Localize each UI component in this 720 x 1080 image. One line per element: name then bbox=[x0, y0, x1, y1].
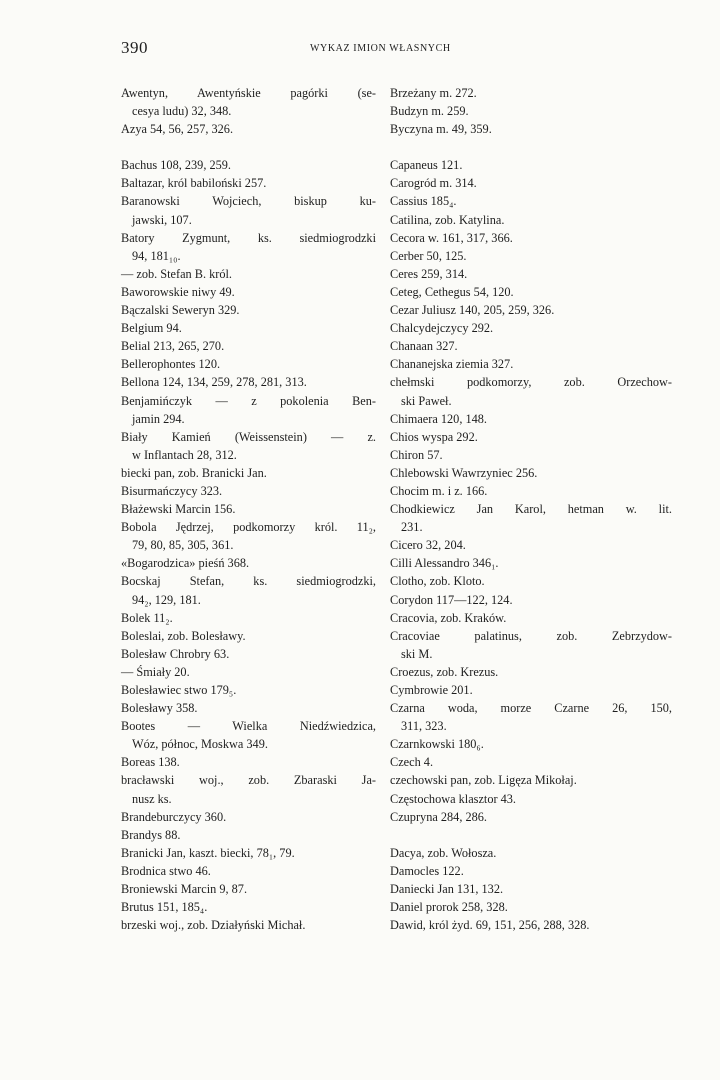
index-entry-line: Boleslai, zob. Bolesławy. bbox=[121, 628, 246, 643]
index-entry-line: Carogród m. 314. bbox=[390, 176, 477, 191]
index-entry bbox=[390, 192, 672, 210]
index-entry bbox=[390, 844, 672, 862]
index-entry-line: Chiron 57. bbox=[390, 447, 443, 462]
index-entry-line: Awentyn, Awentyńskie pagórki (se- bbox=[121, 86, 376, 100]
index-entry bbox=[390, 446, 672, 464]
index-entry-line: Biały Kamień (Weissenstein) — z. bbox=[121, 429, 376, 444]
index-entry-line: Chlebowski Wawrzyniec 256. bbox=[390, 465, 538, 480]
index-entry-line: Czarna woda, morze Czarne 26, 150, bbox=[390, 701, 672, 716]
index-entry-line: Branicki Jan, kaszt. biecki, 78₁, 79. bbox=[121, 845, 295, 860]
index-entry bbox=[121, 717, 376, 753]
index-entry-line: «Bogarodzica» pieśń 368. bbox=[121, 556, 250, 571]
index-entry bbox=[390, 699, 672, 735]
index-entry bbox=[121, 464, 376, 482]
index-entry-line: Cymbrowie 201. bbox=[390, 683, 473, 697]
index-entry-line: Baranowski Wojciech, biskup ku- bbox=[121, 194, 376, 209]
index-entry bbox=[390, 211, 672, 229]
index-entry-line: Belgium 94. bbox=[121, 321, 182, 336]
index-entry-line: Bączalski Seweryn 329. bbox=[121, 303, 240, 318]
index-entry-continuation: Wóz, północ, Moskwa 349. bbox=[132, 737, 268, 752]
index-entry bbox=[390, 319, 672, 337]
index-entry-line: Brzeżany m. 272. bbox=[390, 86, 477, 100]
index-entry-line: Ceres 259, 314. bbox=[390, 266, 468, 281]
index-entry bbox=[390, 536, 672, 554]
index-entry bbox=[121, 699, 376, 717]
letter-section-gap bbox=[390, 826, 672, 844]
index-entry-line: Dacya, zob. Wołosza. bbox=[390, 845, 497, 860]
index-entry bbox=[390, 735, 672, 753]
index-entry-line: Croezus, zob. Krezus. bbox=[390, 664, 499, 679]
index-entry-line: chełmski podkomorzy, zob. Orzechow- bbox=[390, 375, 672, 390]
index-entry bbox=[390, 790, 672, 808]
index-entry-line: Clotho, zob. Kloto. bbox=[390, 574, 485, 589]
index-entry-continuation: cesya ludu) 32, 348. bbox=[132, 104, 232, 119]
index-entry bbox=[390, 428, 672, 446]
index-entry-continuation: ski M. bbox=[401, 646, 433, 661]
index-entry bbox=[390, 916, 672, 934]
index-entry-line: Cerber 50, 125. bbox=[390, 248, 467, 263]
index-entry-line: Baltazar, król babiloński 257. bbox=[121, 176, 267, 191]
index-entry bbox=[390, 627, 672, 663]
index-entry-line: Bootes — Wielka Niedźwiedzica, bbox=[121, 719, 376, 734]
index-entry-continuation: ski Paweł. bbox=[401, 393, 452, 408]
index-entry-line: Bolesław Chrobry 63. bbox=[121, 646, 230, 661]
index-entry-line: — zob. Stefan B. król. bbox=[121, 266, 232, 281]
index-entry-line: Cezar Juliusz 140, 205, 259, 326. bbox=[390, 303, 555, 318]
index-entry bbox=[121, 663, 376, 681]
index-entry bbox=[121, 120, 376, 138]
index-entry bbox=[390, 84, 672, 102]
index-entry bbox=[121, 355, 376, 373]
index-entry bbox=[121, 826, 376, 844]
index-entry bbox=[390, 500, 672, 536]
index-entry-continuation: w Inflantach 28, 312. bbox=[132, 447, 237, 462]
index-entry-line: Cassius 185₄. bbox=[390, 194, 457, 209]
index-entry bbox=[390, 283, 672, 301]
index-entry bbox=[121, 808, 376, 826]
index-entry bbox=[121, 392, 376, 428]
index-entry bbox=[121, 319, 376, 337]
index-entry bbox=[121, 283, 376, 301]
index-entry bbox=[390, 808, 672, 826]
index-entry-line: Cilli Alessandro 346₁. bbox=[390, 556, 499, 571]
index-entry-line: biecki pan, zob. Branicki Jan. bbox=[121, 465, 267, 480]
index-entry-line: Baworowskie niwy 49. bbox=[121, 284, 235, 299]
index-entry bbox=[121, 337, 376, 355]
index-entry-continuation: nusz ks. bbox=[132, 791, 172, 806]
index-entry bbox=[390, 301, 672, 319]
index-entry-line: Budzyn m. 259. bbox=[390, 104, 469, 119]
index-entry-line: Chodkiewicz Jan Karol, hetman w. lit. bbox=[390, 502, 672, 517]
index-column-left bbox=[121, 84, 376, 934]
index-entry bbox=[121, 844, 376, 862]
index-entry-line: Bolek 11₂. bbox=[121, 610, 173, 625]
index-column-right bbox=[390, 84, 672, 934]
index-entry bbox=[390, 753, 672, 771]
index-entry bbox=[390, 591, 672, 609]
index-entry bbox=[390, 355, 672, 373]
index-entry bbox=[121, 482, 376, 500]
index-entry-line: czechowski pan, zob. Ligęza Mikołaj. bbox=[390, 773, 577, 788]
index-entry-line: Catilina, zob. Katylina. bbox=[390, 212, 505, 227]
index-entry bbox=[390, 880, 672, 898]
index-entry-line: Cicero 32, 204. bbox=[390, 538, 466, 553]
index-entry bbox=[121, 84, 376, 120]
index-entry-line: Brandeburczycy 360. bbox=[121, 809, 227, 824]
index-entry bbox=[390, 771, 672, 789]
index-entry bbox=[121, 862, 376, 880]
index-entry bbox=[390, 247, 672, 265]
index-entry-line: Chocim m. i z. 166. bbox=[390, 483, 488, 498]
index-entry-line: Capaneus 121. bbox=[390, 158, 463, 173]
index-entry bbox=[390, 410, 672, 428]
index-entry bbox=[390, 898, 672, 916]
index-entry bbox=[121, 428, 376, 464]
letter-section-gap bbox=[121, 138, 376, 156]
index-entry bbox=[121, 265, 376, 283]
index-entry-line: Częstochowa klasztor 43. bbox=[390, 791, 517, 806]
index-entry bbox=[390, 663, 672, 681]
index-entry-line: Brodnica stwo 46. bbox=[121, 863, 211, 878]
index-entry bbox=[121, 916, 376, 934]
index-entry-continuation: 94₂, 129, 181. bbox=[132, 592, 201, 607]
index-entry-continuation: 79, 80, 85, 305, 361. bbox=[132, 538, 234, 553]
index-entry-line: Czech 4. bbox=[390, 755, 434, 770]
index-entry-line: Bellona 124, 134, 259, 278, 281, 313. bbox=[121, 375, 307, 390]
index-entry-line: Chananejska ziemia 327. bbox=[390, 357, 514, 372]
index-entry bbox=[390, 572, 672, 590]
index-entry bbox=[121, 174, 376, 192]
index-entry-line: Cracoviae palatinus, zob. Zebrzydow- bbox=[390, 628, 672, 643]
index-entry bbox=[121, 609, 376, 627]
index-entry-line: Bobola Jędrzej, podkomorzy król. 11₂, bbox=[121, 520, 376, 535]
index-entry-line: Byczyna m. 49, 359. bbox=[390, 122, 492, 137]
index-entry-line: Bolesławiec stwo 179₅. bbox=[121, 683, 237, 697]
index-entry bbox=[390, 482, 672, 500]
index-entry bbox=[121, 301, 376, 319]
index-entry-line: Chanaan 327. bbox=[390, 339, 458, 354]
index-entry bbox=[390, 681, 672, 699]
index-entry-line: Batory Zygmunt, ks. siedmiogrodzki bbox=[121, 230, 376, 245]
index-entry-line: Azya 54, 56, 257, 326. bbox=[121, 122, 234, 137]
index-entry-continuation: 94, 181₁₀. bbox=[132, 248, 181, 263]
index-entry-line: Brandys 88. bbox=[121, 827, 181, 842]
index-entry bbox=[390, 373, 672, 409]
index-entry bbox=[121, 572, 376, 608]
index-entry bbox=[390, 102, 672, 120]
index-entry bbox=[390, 174, 672, 192]
index-entry-line: Ceteg, Cethegus 54, 120. bbox=[390, 284, 514, 299]
index-entry-line: Chimaera 120, 148. bbox=[390, 411, 487, 426]
index-entry-line: Boreas 138. bbox=[121, 755, 180, 770]
index-entry bbox=[121, 192, 376, 228]
index-entry bbox=[121, 156, 376, 174]
index-entry-line: Cracovia, zob. Kraków. bbox=[390, 610, 507, 625]
index-entry bbox=[121, 645, 376, 663]
index-entry-line: Błażewski Marcin 156. bbox=[121, 502, 236, 517]
index-entry bbox=[390, 464, 672, 482]
index-entry-line: Cecora w. 161, 317, 366. bbox=[390, 230, 513, 245]
index-entry-line: Belial 213, 265, 270. bbox=[121, 339, 225, 354]
running-title: WYKAZ IMION WŁASNYCH bbox=[310, 43, 451, 54]
index-entry-line: bracławski woj., zob. Zbaraski Ja- bbox=[121, 773, 376, 788]
index-entry bbox=[121, 500, 376, 518]
index-entry bbox=[390, 554, 672, 572]
index-entry-line: Corydon 117—122, 124. bbox=[390, 592, 513, 607]
index-entry-line: brzeski woj., zob. Działyński Michał. bbox=[121, 918, 306, 933]
index-entry-line: Bolesławy 358. bbox=[121, 701, 198, 716]
index-entry-line: Benjamińczyk — z pokolenia Ben- bbox=[121, 393, 376, 408]
index-entry-line: Bellerophontes 120. bbox=[121, 357, 221, 372]
index-entry bbox=[121, 771, 376, 807]
index-entry-line: Czarnkowski 180₆. bbox=[390, 737, 484, 752]
index-entry bbox=[121, 229, 376, 265]
index-entry-line: Daniecki Jan 131, 132. bbox=[390, 881, 504, 896]
index-entry-continuation: 231. bbox=[401, 520, 423, 535]
index-entry-line: Chios wyspa 292. bbox=[390, 429, 478, 444]
index-entry-line: Bocskaj Stefan, ks. siedmiogrodzki, bbox=[121, 574, 376, 589]
letter-section-gap bbox=[390, 138, 672, 156]
index-entry bbox=[390, 156, 672, 174]
index-entry-continuation: jamin 294. bbox=[132, 411, 185, 426]
index-entry-line: — Śmiały 20. bbox=[121, 664, 190, 679]
index-entry-line: Bisurmańczycy 323. bbox=[121, 483, 223, 498]
index-entry bbox=[121, 627, 376, 645]
index-entry-line: Brutus 151, 185₄. bbox=[121, 900, 208, 915]
index-entry bbox=[121, 898, 376, 916]
index-entry-line: Dawid, król żyd. 69, 151, 256, 288, 328. bbox=[390, 918, 590, 933]
index-entry bbox=[390, 609, 672, 627]
index-entry-line: Czupryna 284, 286. bbox=[390, 809, 487, 824]
index-entry-continuation: jawski, 107. bbox=[132, 212, 192, 227]
index-entry bbox=[121, 554, 376, 572]
index-entry bbox=[390, 229, 672, 247]
index-entry-continuation: 311, 323. bbox=[401, 719, 447, 734]
index-entry-line: Chalcydejczycy 292. bbox=[390, 321, 494, 336]
index-entry bbox=[390, 265, 672, 283]
index-entry bbox=[121, 518, 376, 554]
index-entry bbox=[390, 120, 672, 138]
index-entry bbox=[390, 862, 672, 880]
index-entry-line: Bachus 108, 239, 259. bbox=[121, 158, 231, 173]
index-entry-line: Broniewski Marcin 9, 87. bbox=[121, 882, 248, 897]
page-number: 390 bbox=[121, 38, 148, 57]
index-entry-line: Damocles 122. bbox=[390, 863, 464, 878]
index-entry bbox=[121, 753, 376, 771]
index-entry bbox=[121, 373, 376, 391]
index-entry bbox=[121, 681, 376, 699]
index-entry bbox=[121, 880, 376, 898]
index-entry bbox=[390, 337, 672, 355]
index-entry-line: Daniel prorok 258, 328. bbox=[390, 900, 508, 915]
